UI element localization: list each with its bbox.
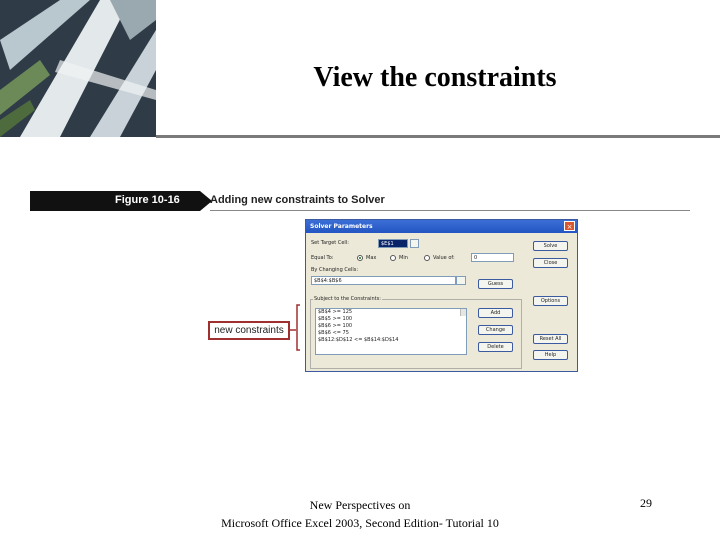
max-label: Max [366, 255, 377, 261]
constraint-item[interactable]: $B$12:$D$12 <= $B$14:$D$14 [318, 337, 399, 343]
collapse-dialog-icon[interactable] [410, 239, 419, 248]
by-changing-field[interactable]: $B$4:$B$6 [311, 276, 456, 285]
constraints-label: Subject to the Constraints: [314, 296, 381, 302]
max-radio[interactable] [357, 255, 363, 261]
constraint-item[interactable]: $B$6 <= 75 [318, 330, 349, 336]
constraint-item[interactable]: $B$4 >= 125 [318, 309, 353, 315]
dialog-title: Solver Parameters [306, 220, 577, 233]
close-icon[interactable]: × [564, 221, 575, 231]
figure-underline [210, 210, 690, 211]
page-number: 29 [640, 496, 652, 510]
min-radio[interactable] [390, 255, 396, 261]
header-rule [156, 135, 720, 138]
by-changing-label: By Changing Cells: [311, 267, 359, 273]
header-photo [0, 0, 156, 137]
footer-line-2: Microsoft Office Excel 2003, Second Edition- Tutorial 10 [221, 516, 499, 530]
slide-footer [160, 496, 560, 532]
equal-to-label: Equal To: [311, 255, 334, 261]
help-button[interactable]: Help [533, 350, 568, 360]
collapse-dialog-icon-2[interactable] [456, 276, 466, 285]
options-button[interactable]: Options [533, 296, 568, 306]
solver-parameters-dialog [305, 219, 578, 372]
set-target-field[interactable]: $E$1 [378, 239, 408, 248]
architecture-image [0, 0, 156, 137]
value-of-field[interactable]: 0 [471, 253, 514, 262]
set-target-label: Set Target Cell: [311, 240, 349, 246]
constraint-item[interactable]: $B$5 >= 100 [318, 316, 353, 322]
figure-number: Figure 10-16 [115, 194, 180, 206]
constraints-list[interactable] [315, 308, 467, 355]
min-label: Min [399, 255, 408, 261]
close-button[interactable]: Close [533, 258, 568, 268]
delete-button[interactable]: Delete [478, 342, 513, 352]
footer-line-1: New Perspectives on [309, 498, 411, 512]
value-of-radio[interactable] [424, 255, 430, 261]
figure-caption: Adding new constraints to Solver [210, 194, 385, 206]
change-button[interactable]: Change [478, 325, 513, 335]
add-button[interactable]: Add [478, 308, 513, 318]
reset-all-button[interactable]: Reset All [533, 334, 568, 344]
slide-title: View the constraints [313, 62, 557, 93]
constraint-item[interactable]: $B$6 >= 100 [318, 323, 353, 329]
solve-button[interactable]: Solve [533, 241, 568, 251]
guess-button[interactable]: Guess [478, 279, 513, 289]
value-of-label: Value of: [433, 255, 455, 261]
constraints-scrollbar[interactable] [460, 309, 466, 316]
new-constraints-callout: new constraints [208, 321, 290, 340]
figure-caption-bar [30, 191, 690, 211]
